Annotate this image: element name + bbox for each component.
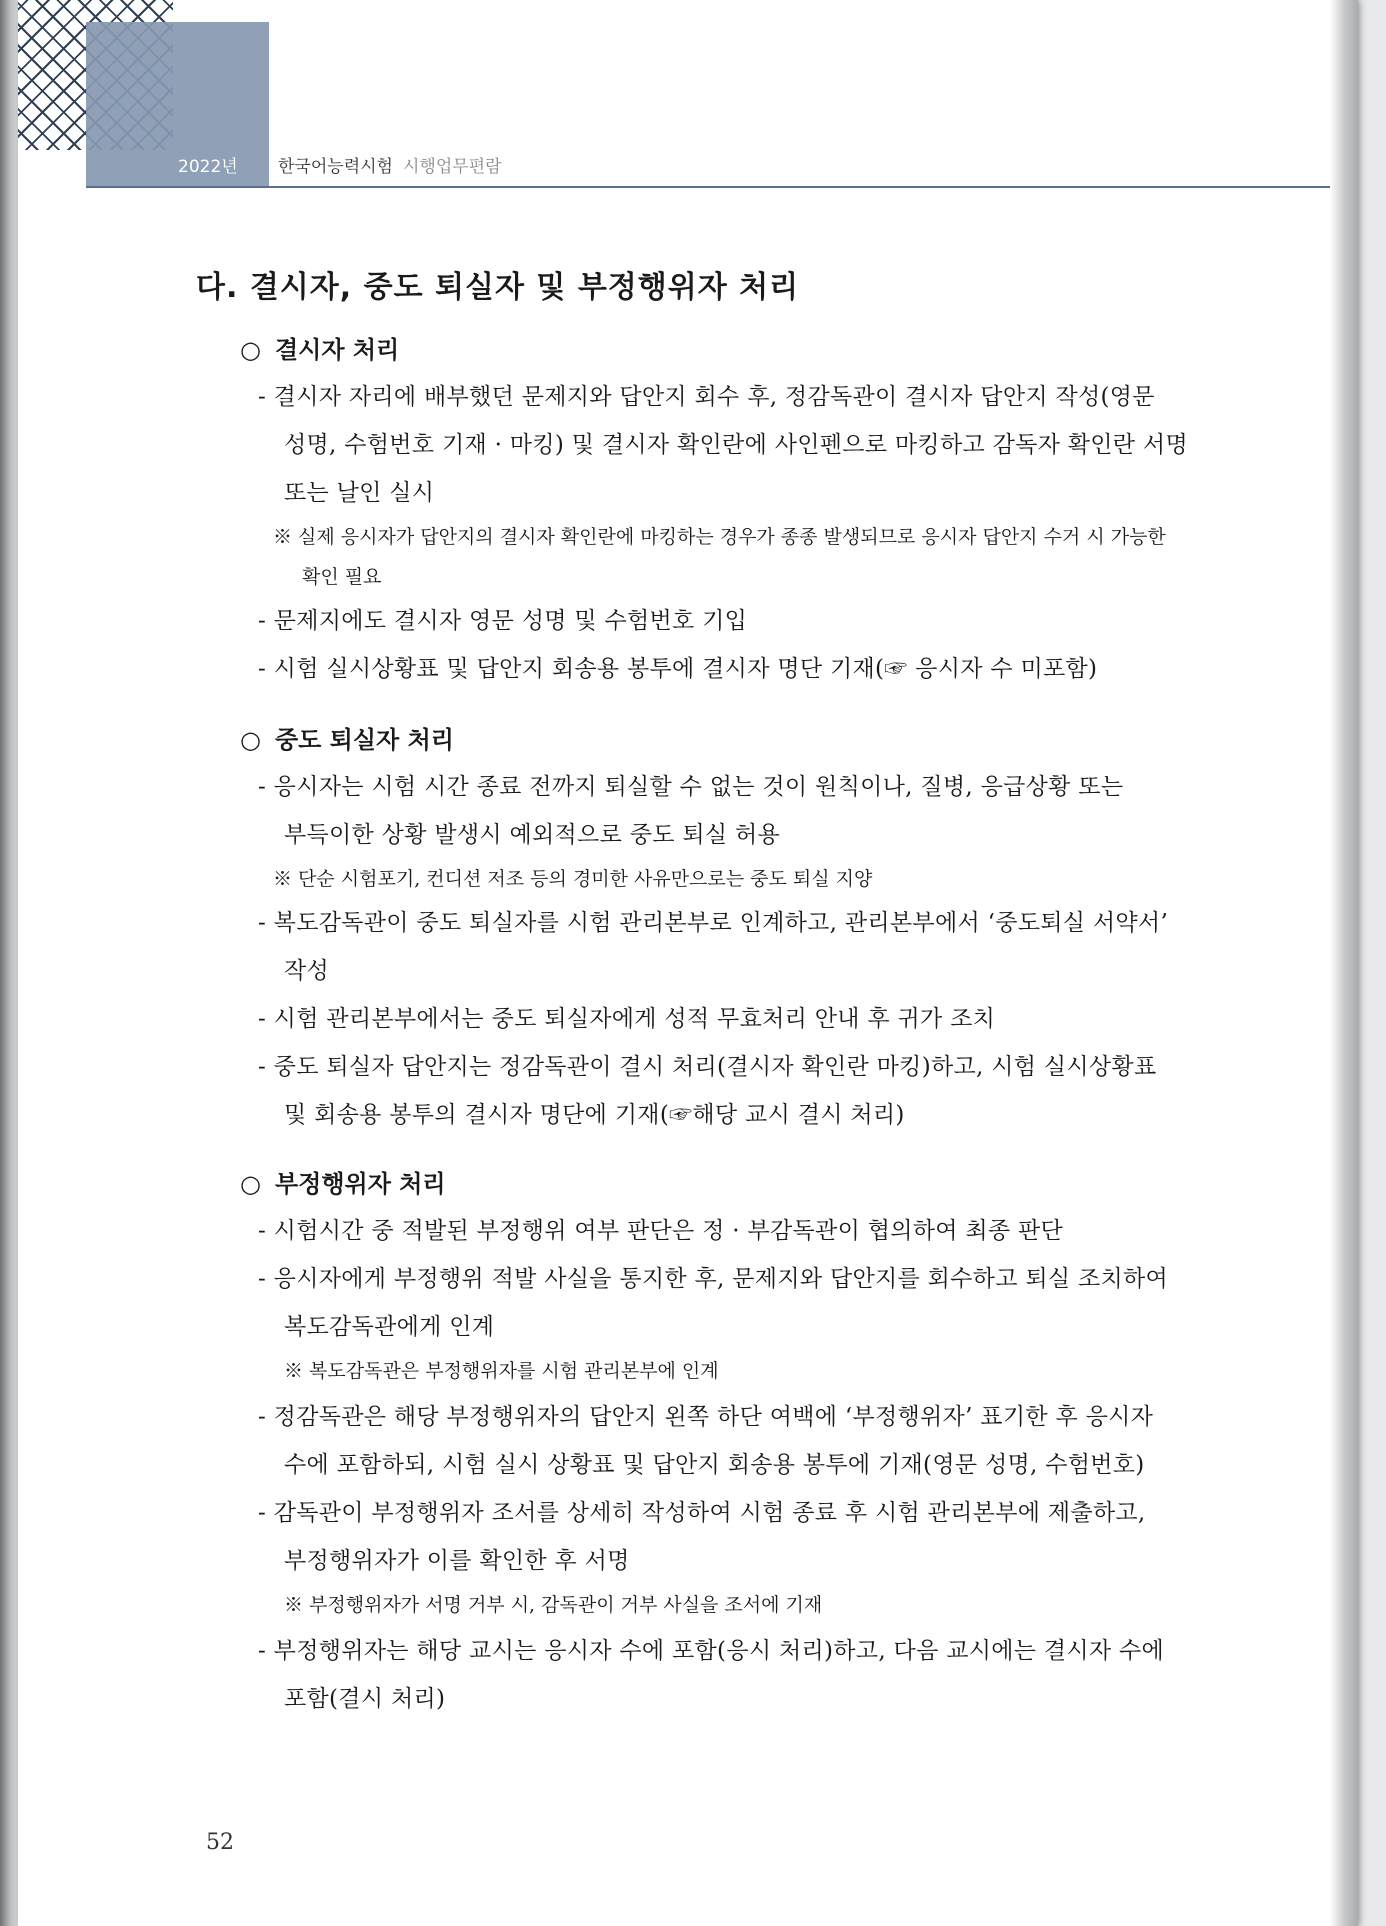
text-line: 수에 포함하되, 시험 실시 상황표 및 답안지 회송용 봉투에 기재(영문 성명, 수험번호) — [284, 1452, 1145, 1478]
text-line: - 응시자에게 부정행위 적발 사실을 통지한 후, 문제지와 답안지를 회수하고 퇴실 조치하여 — [258, 1266, 1169, 1292]
text-line: - 중도 퇴실자 답안지는 정감독관이 결시 처리(결시자 확인란 마킹)하고, 시험 실시상황표 — [258, 1054, 1157, 1080]
note-line: 확인 필요 — [302, 566, 382, 588]
text-line: - 문제지에도 결시자 영문 성명 및 수험번호 기입 — [258, 608, 748, 634]
note-line: ※ 부정행위자가 서명 거부 시, 감독관이 거부 사실을 조서에 기재 — [284, 1594, 823, 1616]
book-binding — [0, 0, 18, 1926]
text-line: 부득이한 상황 발생시 예외적으로 중도 퇴실 허용 — [284, 822, 781, 848]
subsection-heading-absentee: ○ 결시자 처리 — [240, 336, 400, 364]
header-org: 한국어능력시험 — [278, 157, 393, 177]
subsection-heading-withdrawal: ○ 중도 퇴실자 처리 — [240, 726, 454, 754]
text-line: - 시험시간 중 적발된 부정행위 여부 판단은 정 · 부감독관이 협의하여 최종 판단 — [258, 1218, 1064, 1244]
subsection-heading-cheating: ○ 부정행위자 처리 — [240, 1170, 446, 1198]
text-line: - 부정행위자는 해당 교시는 응시자 수에 포함(응시 처리)하고, 다음 교시에는 결시자 수에 — [258, 1638, 1165, 1664]
document-page — [18, 0, 1358, 1926]
note-line: ※ 실제 응시자가 답안지의 결시자 확인란에 마킹하는 경우가 종종 발생되므로 응시자 답안지 수거 시 가능한 — [273, 526, 1166, 548]
text-line: - 감독관이 부정행위자 조서를 상세히 작성하여 시험 종료 후 시험 관리본부에 제출하고, — [258, 1500, 1146, 1526]
header-year: 2022년 — [178, 157, 238, 177]
note-line: ※ 단순 시험포기, 컨디션 저조 등의 경미한 사유만으로는 중도 퇴실 지양 — [273, 868, 873, 890]
note-line: ※ 복도감독관은 부정행위자를 시험 관리본부에 인계 — [284, 1360, 719, 1382]
section-title: 다. 결시자, 중도 퇴실자 및 부정행위자 처리 — [196, 270, 800, 305]
text-line: - 시험 실시상황표 및 답안지 회송용 봉투에 결시자 명단 기재(☞ 응시자 수 미포함) — [258, 656, 1098, 682]
text-line: - 정감독관은 해당 부정행위자의 답안지 왼쪽 하단 여백에 ‘부정행위자’ 표기한 후 응시자 — [258, 1404, 1154, 1430]
text-line: 부정행위자가 이를 확인한 후 서명 — [284, 1548, 630, 1574]
text-line: 성명, 수험번호 기재 · 마킹) 및 결시자 확인란에 사인펜으로 마킹하고 감독자 확인란 서명 — [284, 432, 1188, 458]
text-line: 작성 — [284, 958, 330, 984]
header-doc: 시행업무편람 — [402, 157, 502, 177]
circle-bullet-icon: ○ — [240, 726, 261, 754]
circle-bullet-icon: ○ — [240, 336, 261, 364]
text-line: 복도감독관에게 인계 — [284, 1314, 495, 1340]
header-rule — [86, 186, 1358, 188]
page-edge-shadow — [1330, 0, 1358, 1926]
text-line: - 응시자는 시험 시간 종료 전까지 퇴실할 수 없는 것이 원칙이나, 질병, 응급상황 또는 — [258, 774, 1124, 800]
text-line: - 복도감독관이 중도 퇴실자를 시험 관리본부로 인계하고, 관리본부에서 ‘중도퇴실 서약서’ — [258, 910, 1169, 936]
text-line: 또는 날인 실시 — [284, 480, 435, 506]
header-title — [278, 152, 502, 177]
page-number: 52 — [206, 1830, 234, 1855]
circle-bullet-icon: ○ — [240, 1170, 261, 1198]
text-line: - 시험 관리본부에서는 중도 퇴실자에게 성적 무효처리 안내 후 귀가 조치 — [258, 1006, 996, 1032]
text-line: 및 회송용 봉투의 결시자 명단에 기재(☞해당 교시 결시 처리) — [284, 1102, 905, 1128]
text-line: - 결시자 자리에 배부했던 문제지와 답안지 회수 후, 정감독관이 결시자 답안지 작성(영문 — [258, 384, 1155, 410]
text-line: 포함(결시 처리) — [284, 1686, 446, 1712]
